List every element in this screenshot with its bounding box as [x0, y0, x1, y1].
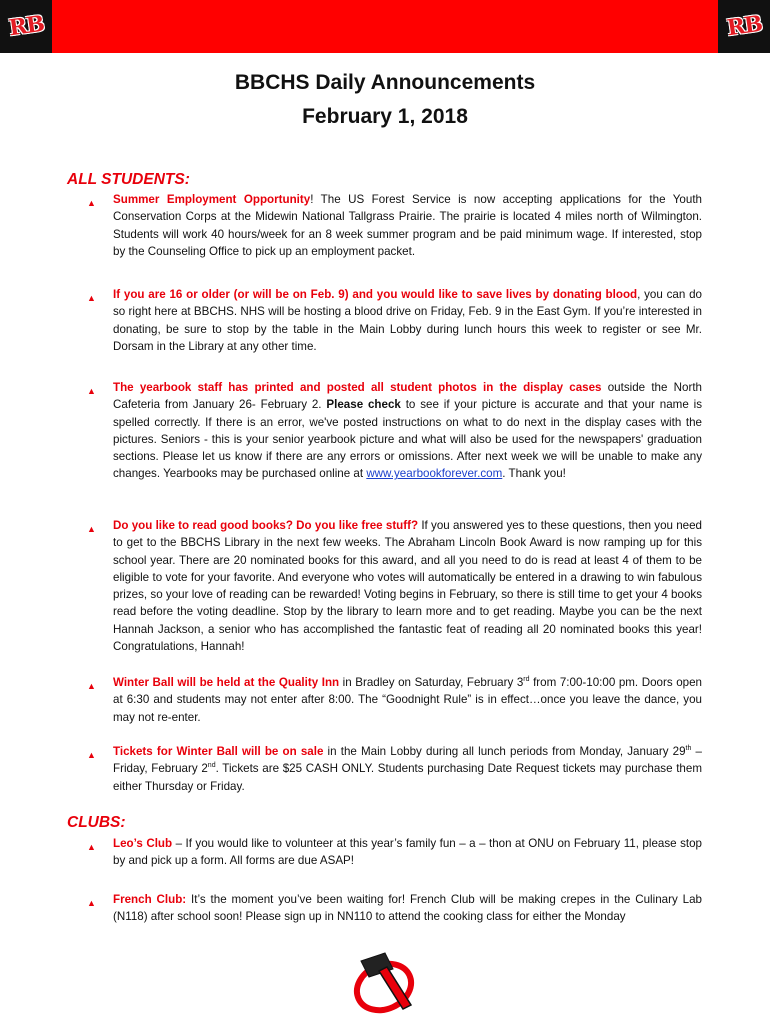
- announcement-lead: Winter Ball will be held at the Quality Inn: [113, 676, 340, 689]
- announcement-lead: If you are 16 or older (or will be on Feb. 9) and you would like to save lives by donating blood: [113, 288, 638, 301]
- section-clubs: CLUBS:: [67, 814, 126, 831]
- announcement-french-club: [87, 891, 702, 926]
- announcement-summer-employment: [87, 191, 702, 260]
- page-title: [0, 66, 770, 134]
- announcement-emphasis: Please check: [326, 398, 401, 412]
- announcement-blood-drive: [87, 286, 703, 355]
- header-band: [0, 0, 770, 53]
- school-logo-left: [0, 0, 52, 53]
- announcement-body: from 7:00-10:00 pm. Doors open at 6:30 and students may not enter after 8:00. The “Goodnight Rule” is in effect…once you leave the dance, you may not re-enter.: [113, 676, 702, 724]
- announcement-lead: Leo’s Club: [113, 837, 173, 850]
- announcement-body: – If you would like to volunteer at this year’s family fun – a – thon at ONU on February 11, please stop by and pick up a form. All forms are due ASAP!: [113, 837, 702, 868]
- bullet-icon: ▲: [87, 198, 96, 208]
- announcement-leos-club: [87, 835, 702, 870]
- announcement-lead: The yearbook staff has printed and posted all student photos in the display cases: [113, 381, 602, 394]
- announcement-body: , you can do so right here at BBCHS. NHS will be hosting a blood drive on Friday, Feb. 9 in the East Gym. If you’re interested in donating, be sure to stop by the table in the Main Lobby during lunch hours this week to register or see Mr. Dorsam in the Library at any other time.: [113, 288, 703, 353]
- announcement-tickets: [87, 743, 702, 795]
- announcement-lead: Summer Employment Opportunity: [113, 193, 311, 206]
- announcement-lead: Do you like to read good books? Do you like free stuff?: [113, 519, 419, 532]
- section-all-students: ALL STUDENTS:: [67, 171, 190, 188]
- announcement-body: If you answered yes to these questions, then you need to get to the BBCHS Library in the next few weeks. The Abraham Lincoln Book Award is now ramping up for this school year. There are 20 nominated books for this award, and all you need to do is read at least 4 of them to be eligible to vote for your favorite. And everyone who votes will automatically be entered in a drawing to win fabulous prizes, so your love of reading can be rewarded! Voting begins in February, so there is still time to get your 4 books read before the voting deadline. Stop by the library to learn more and to get reading. Maybe you can be the next Hannah Jackson, a senior who has accomplished the fantastic feat of reading all 20 nominated books this year! Congratulations, Hannah!: [113, 519, 703, 654]
- title-line-1: BBCHS Daily Announcements: [234, 71, 536, 94]
- announcement-body: to see if your picture is accurate and that your name is spelled correctly. If there is an error, we've posted instructions on what to do next in the display cases with the pictures. Seniors - this is your senior yearbook picture and what will also be used for the newspapers' graduation sections. Please let us know if there are any errors or omissions. After next week we will be unable to make any changes. Yearbooks may be purchased online at: [113, 398, 702, 481]
- announcement-yearbook: [87, 379, 702, 483]
- announcement-book-award: [87, 517, 703, 655]
- bullet-icon: ▲: [87, 386, 96, 396]
- announcement-body: in Bradley on Saturday, February 3: [339, 676, 524, 689]
- yearbook-link[interactable]: www.yearbookforever.com: [366, 467, 503, 481]
- hammer-logo-icon: [349, 947, 419, 1017]
- announcement-body: ! The US Forest Service is now accepting applications for the Youth Conservation Corps at the Midewin National Tallgrass Prairie. The prairie is located 4 miles north of Wilmington. Students will work 40 hours/week for an 8 week summer program and be paid minimum wage. If interested, stop by the Counseling Office to pick up an employment packet.: [113, 193, 702, 258]
- logo-text: RB: [724, 10, 764, 42]
- announcement-body: . Tickets are $25 CASH ONLY. Students purchasing Date Request tickets may purchase them either Thursday or Friday.: [113, 762, 702, 793]
- announcement-body: – Friday, February 2: [113, 745, 702, 776]
- superscript: th: [685, 745, 692, 753]
- bullet-icon: ▲: [87, 293, 96, 303]
- bullet-icon: ▲: [87, 898, 96, 908]
- announcement-winter-ball: [87, 674, 702, 726]
- superscript: rd: [523, 676, 530, 684]
- announcement-lead: Tickets for Winter Ball will be on sale: [113, 745, 324, 758]
- announcement-body: It’s the moment you’ve been waiting for! French Club will be making crepes in the Culinary Lab (N118) after school soon! Please sign up in NN110 to attend the cooking class for either the Monday: [113, 893, 702, 924]
- bullet-icon: ▲: [87, 750, 96, 760]
- title-date: February 1, 2018: [302, 105, 468, 128]
- bullet-icon: ▲: [87, 842, 96, 852]
- announcement-body: outside the North Cafeteria from January 26- February 2.: [113, 381, 702, 412]
- announcement-body: in the Main Lobby during all lunch periods from Monday, January 29: [323, 745, 686, 758]
- school-logo-right: [718, 0, 770, 53]
- superscript: nd: [207, 762, 216, 770]
- logo-text: RB: [6, 10, 46, 42]
- announcement-lead: French Club:: [113, 893, 187, 906]
- bullet-icon: ▲: [87, 524, 96, 534]
- bullet-icon: ▲: [87, 681, 96, 691]
- announcement-body: . Thank you!: [502, 467, 566, 481]
